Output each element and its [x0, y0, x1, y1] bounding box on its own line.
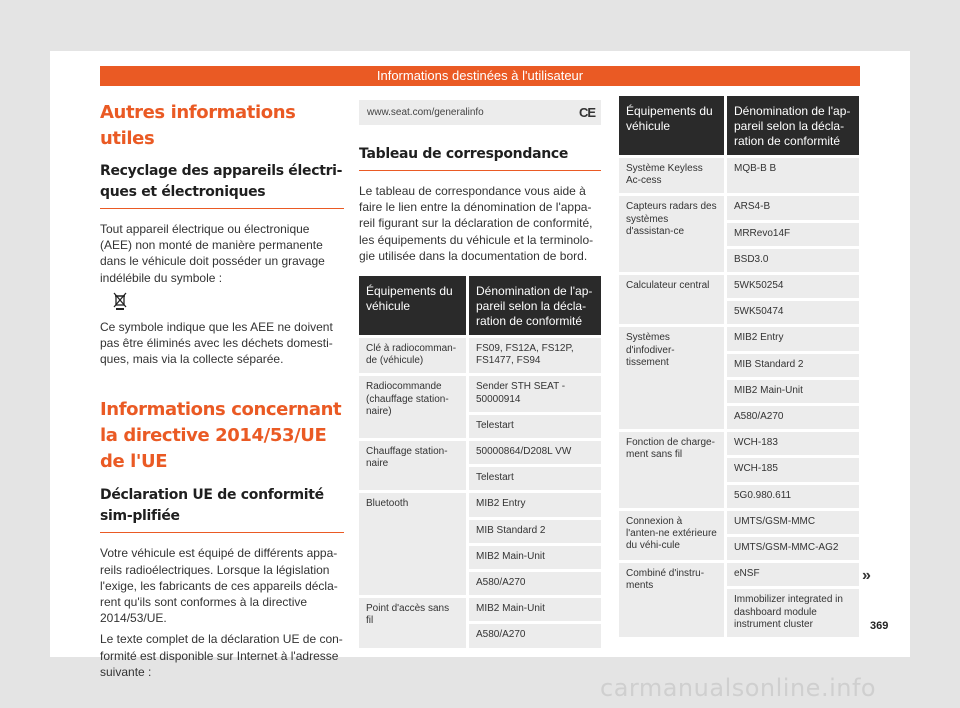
table-row [619, 508, 859, 534]
divider [359, 170, 601, 171]
designation-cell: MQB-B B [724, 155, 859, 193]
designation-cell: FS09, FS12A, FS12P, FS1477, FS94 [466, 335, 601, 373]
ce-mark-icon: CE [578, 105, 595, 120]
subheading-declaration: Déclaration UE de conformité sim-plifiée [100, 487, 324, 525]
designation-cell: Immobilizer integrated in dashboard module instrument cluster [724, 586, 859, 637]
designation-cell: Telestart [466, 412, 601, 438]
designation-cell: A580/A270 [466, 569, 601, 595]
designation-cell: MIB Standard 2 [724, 351, 859, 377]
table-row [359, 373, 601, 411]
divider [100, 208, 344, 209]
heading-other-info: Autres informations utiles [100, 102, 296, 149]
equipment-cell: Clé à radiocomman-de (véhicule) [359, 335, 466, 373]
table-row [619, 560, 859, 586]
designation-cell: MIB2 Main-Unit [466, 543, 601, 569]
equipment-cell: Radiocommande (chauffage station-naire) [359, 373, 466, 438]
equipment-cell: Connexion à l'anten-ne extérieure du véhi-cule [619, 508, 724, 560]
designation-cell: UMTS/GSM-MMC-AG2 [724, 534, 859, 560]
subheading-table: Tableau de correspondance [359, 146, 569, 162]
designation-cell: Telestart [466, 464, 601, 490]
designation-cell: 5WK50474 [724, 298, 859, 324]
equipment-cell: Point d'accès sans fil [359, 595, 466, 647]
url-text: www.seat.com/generalinfo [367, 107, 484, 118]
subheading-recycling: Recyclage des appareils électri-ques et électroniques [100, 163, 343, 200]
column-middle [359, 100, 601, 648]
table-header-designation: Dénomination de l'ap-pareil selon la décla-ration de conformité [724, 96, 859, 155]
designation-cell: A580/A270 [466, 621, 601, 647]
designation-cell: Sender STH SEAT - 50000914 [466, 373, 601, 411]
table-header-designation: Dénomination de l'ap-pareil selon la décla-ration de conformité [466, 276, 601, 335]
column-left [100, 100, 344, 680]
table-row [619, 193, 859, 219]
designation-cell: WCH-185 [724, 455, 859, 481]
equipment-cell: Combiné d'instru-ments [619, 560, 724, 637]
designation-cell: MIB2 Entry [724, 324, 859, 350]
designation-cell: MIB Standard 2 [466, 517, 601, 543]
designation-cell: 5WK50254 [724, 272, 859, 298]
equipment-cell: Chauffage station-naire [359, 438, 466, 490]
correspondence-table-2 [619, 96, 859, 637]
equipment-cell: Systèmes d'infodiver-tissement [619, 324, 724, 429]
designation-cell: 5G0.980.611 [724, 482, 859, 508]
table-header-equipment: Équipements du véhicule [359, 276, 466, 335]
designation-cell: BSD3.0 [724, 246, 859, 272]
designation-cell: MIB2 Main-Unit [724, 377, 859, 403]
table-row [359, 335, 601, 373]
table-header-equipment: Équipements du véhicule [619, 96, 724, 155]
correspondence-table-1 [359, 276, 601, 648]
designation-cell: MIB2 Main-Unit [466, 595, 601, 621]
paragraph-table-intro: Le tableau de correspondance vous aide à faire le lien entre la dénomination de l'appa-reil figurant sur la déclaration de conformité, les équipements du véhicule et la terminolo-gie utilisée dans la documentation de bord. [359, 184, 594, 263]
designation-cell: A580/A270 [724, 403, 859, 429]
paragraph-eee: Tout appareil électrique ou électronique (AEE) non monté de manière permanente dans le véhicule doit posséder un gravage indélébile du symbole : [100, 222, 325, 285]
designation-cell: MIB2 Entry [466, 490, 601, 516]
designation-cell: eNSF [724, 560, 859, 586]
paragraph-devices: Votre véhicule est équipé de différents appa-reils radioélectriques. Lorsque la législation l'exige, les fabricants de ces appareils décla-rent qu'ils sont conformes à la directive 2014/53/UE. [100, 546, 338, 626]
column-right [619, 96, 859, 637]
equipment-cell: Système Keyless Ac-cess [619, 155, 724, 193]
paragraph-fulltext: Le texte complet de la déclaration UE de con-formité est disponible sur Internet à l'adresse suivante : [100, 632, 343, 679]
table-row [359, 595, 601, 621]
crossed-bin-icon [100, 292, 140, 313]
equipment-cell: Bluetooth [359, 490, 466, 595]
designation-cell: MRRevo14F [724, 220, 859, 246]
divider [100, 532, 344, 533]
table-row [619, 272, 859, 298]
equipment-cell: Capteurs radars des systèmes d'assistan-ce [619, 193, 724, 272]
page-number: 369 [870, 620, 889, 632]
watermark: carmanualsonline.info [600, 674, 877, 702]
equipment-cell: Fonction de charge-ment sans fil [619, 429, 724, 508]
section-header: Informations destinées à l'utilisateur [100, 66, 860, 86]
table-row [619, 324, 859, 350]
continue-marker: » [862, 567, 871, 584]
designation-cell: UMTS/GSM-MMC [724, 508, 859, 534]
table-row [359, 490, 601, 516]
designation-cell: ARS4-B [724, 193, 859, 219]
table-row [359, 438, 601, 464]
url-box [359, 100, 601, 125]
table-row [619, 155, 859, 193]
heading-directive: Informations concernant la directive 2014/53/UE de l'UE [100, 399, 342, 473]
designation-cell: WCH-183 [724, 429, 859, 455]
equipment-cell: Calculateur central [619, 272, 724, 324]
designation-cell: 50000864/D208L VW [466, 438, 601, 464]
table-row [619, 429, 859, 455]
paragraph-symbol: Ce symbole indique que les AEE ne doivent pas être éliminés avec les déchets domesti-ques, mais via la collecte séparée. [100, 319, 333, 367]
